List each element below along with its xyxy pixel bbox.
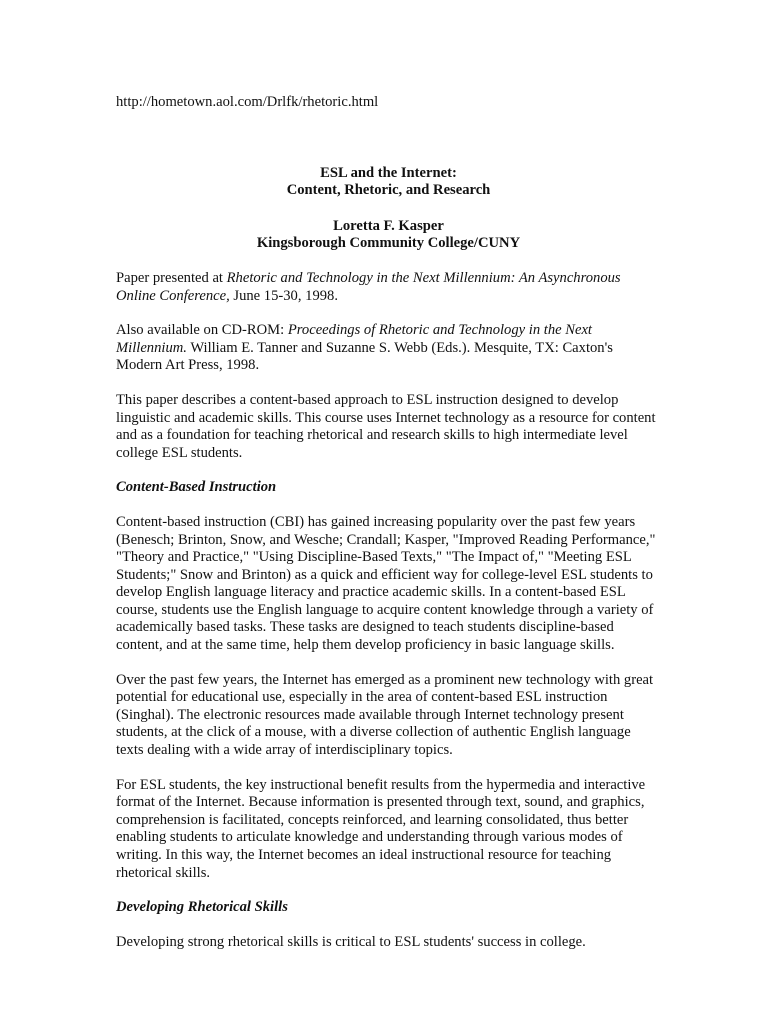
citation-cdrom: [116, 322, 661, 375]
paragraph-rhetorical-skills: Developing strong rhetorical skills is critical to ESL students' success in college.: [116, 933, 586, 950]
author-affiliation: Kingsborough Community College/CUNY: [256, 235, 521, 252]
title-line-2: Content, Rhetoric, and Research: [286, 182, 491, 199]
citation-cdrom-suffix: William E. Tanner and Suzanne S. Webb (Eds.). Mesquite, TX: Caxton's Modern Art Press, 1998.: [116, 339, 613, 374]
title-line-1: ESL and the Internet:: [320, 164, 457, 181]
author-block: [116, 218, 661, 253]
document-page: [116, 94, 661, 951]
author-name: Loretta F. Kasper: [333, 217, 444, 234]
paragraph-esl-benefit: For ESL students, the key instructional benefit results from the hypermedia and interactive format of the Internet. Because information is presented through text, sound, and graphics, comprehension is facilitated, concepts reinforced, and learning consolidated, thus better enabling students to articulate knowledge and understanding through various modes of writing. In this way, the Internet becomes an ideal instructional resource for teaching rhetorical skills.: [116, 776, 646, 881]
citation-conference: [116, 270, 661, 305]
citation-conference-venue: Rhetoric and Technology in the Next Millennium: An Asynchronous Online Conference,: [116, 269, 621, 304]
paper-title: [116, 165, 661, 200]
citation-cdrom-prefix: Also available on CD-ROM:: [116, 322, 288, 339]
citation-conference-prefix: Paper presented at: [116, 269, 227, 286]
abstract-paragraph: This paper describes a content-based approach to ESL instruction designed to develop linguistic and academic skills. This course uses Internet technology as a resource for content and as a foundation for teaching rhetorical and research skills to high intermediate level college ESL students.: [116, 391, 656, 461]
source-url: http://hometown.aol.com/Drlfk/rhetoric.html: [116, 94, 379, 110]
section-heading-content-based: Content-Based Instruction: [116, 479, 277, 496]
section-heading-rhetorical: Developing Rhetorical Skills: [116, 899, 288, 916]
paragraph-cbi: Content-based instruction (CBI) has gained increasing popularity over the past few years (Benesch; Brinton, Snow, and Wesche; Crandall; Kasper, "Improved Reading Performance," "Theory and Practice," "Using Discipline-Based Texts," "The Impact of," "Meeting ESL Students;" Snow and Brinton) as a quick and efficient way for college-level ESL students to develop English language literacy and practice academic skills. In a content-based ESL course, students use the English language to acquire content knowledge through a variety of academically based tasks. These tasks are designed to teach students discipline-based content, and at the same time, help them develop proficiency in basic language skills.: [116, 513, 656, 654]
citation-conference-suffix: June 15-30, 1998.: [229, 287, 338, 304]
paragraph-internet: Over the past few years, the Internet has emerged as a prominent new technology with great potential for educational use, especially in the area of content-based ESL instruction (Singhal). The electronic resources made available through Internet technology present students, at the click of a mouse, with a diverse collection of authentic English language texts dealing with a wide array of interdisciplinary topics.: [116, 671, 654, 759]
citation-cdrom-venue: Proceedings of Rhetoric and Technology in the Next Millennium.: [116, 322, 592, 356]
